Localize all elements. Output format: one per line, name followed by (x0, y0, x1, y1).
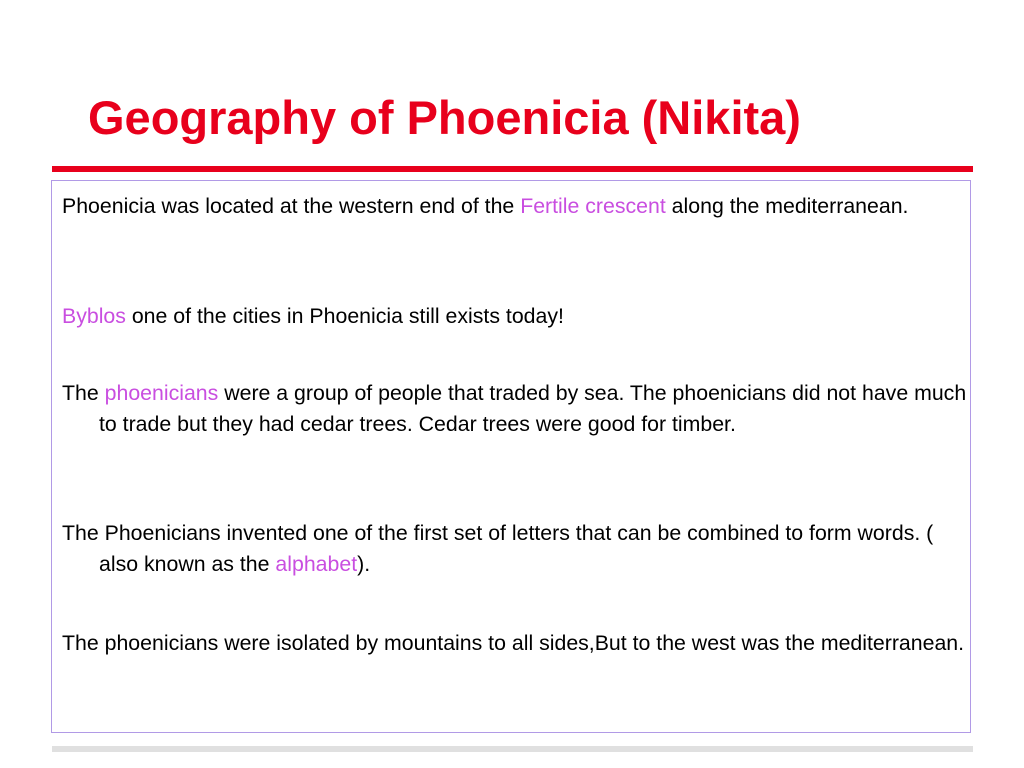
highlight-alphabet: alphabet (275, 552, 358, 576)
paragraph-text: Phoenicia was located at the western end of the (62, 194, 521, 218)
paragraph-text: along the mediterranean. (665, 194, 909, 218)
title-underline (52, 166, 973, 172)
paragraph-fertile-crescent (62, 191, 967, 222)
footer-rule (52, 746, 973, 752)
highlight-phoenicians: phoenicians (104, 381, 219, 405)
highlight-fertile-crescent: Fertile crescent (520, 194, 666, 218)
paragraph-alphabet (62, 518, 967, 580)
paragraph-text: The Phoenicians invented one of the first set of letters that can be combined to form words. ( also known as the (62, 521, 934, 576)
paragraph-text: The phoenicians were isolated by mountains to all sides,But to the west was the mediterranean. (62, 631, 965, 655)
paragraph-mountains (62, 628, 967, 659)
paragraph-phoenicians-trade (62, 378, 967, 440)
paragraph-text: ). (357, 552, 371, 576)
paragraph-text: were a group of people that traded by sea. The phoenicians did not have much to trade but they had cedar trees. Cedar trees were good for timber. (99, 381, 967, 436)
slide-title: Geography of Phoenicia (Nikita) (88, 91, 801, 144)
paragraph-text: The (62, 381, 105, 405)
highlight-byblos: Byblos (62, 304, 126, 328)
paragraph-text: one of the cities in Phoenicia still exists today! (125, 304, 564, 328)
paragraph-byblos (62, 301, 967, 332)
